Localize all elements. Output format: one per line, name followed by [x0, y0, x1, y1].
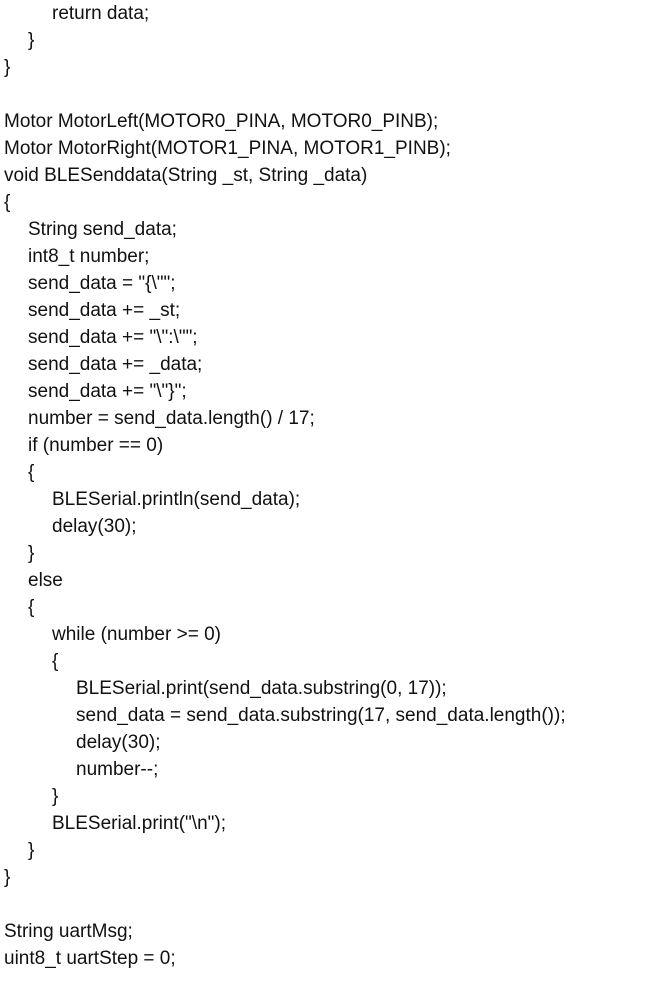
code-line: number = send_data.length() / 17; — [28, 408, 315, 429]
code-listing — [4, 0, 566, 972]
code-line: int8_t number; — [28, 246, 150, 267]
code-line: BLESerial.println(send_data); — [52, 489, 301, 510]
code-line: String send_data; — [28, 219, 177, 240]
code-line: { — [28, 462, 35, 483]
code-line: uint8_t uartStep = 0; — [4, 948, 176, 969]
code-blank-line — [4, 891, 566, 918]
code-line: } — [4, 867, 11, 888]
code-line: } — [52, 786, 59, 807]
code-line: { — [28, 597, 35, 618]
code-line: send_data += _st; — [28, 300, 181, 321]
code-line: while (number >= 0) — [52, 624, 221, 645]
code-line: else — [28, 570, 63, 591]
code-line: Motor MotorRight(MOTOR1_PINA, MOTOR1_PINB); — [4, 138, 451, 159]
code-blank-line — [4, 81, 566, 108]
code-line: } — [28, 30, 35, 51]
code-line: send_data += "\"}"; — [28, 381, 187, 402]
code-line: number--; — [76, 759, 159, 780]
code-line: { — [52, 651, 59, 672]
code-line: } — [28, 840, 35, 861]
code-line: send_data += "\":\""; — [28, 327, 198, 348]
code-line: String uartMsg; — [4, 921, 133, 942]
code-line: return data; — [52, 3, 150, 24]
code-line: send_data += _data; — [28, 354, 203, 375]
code-line: send_data = send_data.substring(17, send_data.length()); — [76, 705, 566, 726]
code-line: delay(30); — [76, 732, 161, 753]
code-line: send_data = "{\""; — [28, 273, 176, 294]
code-line: Motor MotorLeft(MOTOR0_PINA, MOTOR0_PINB); — [4, 111, 439, 132]
code-line: if (number == 0) — [28, 435, 164, 456]
code-line: } — [28, 543, 35, 564]
code-line: delay(30); — [52, 516, 137, 537]
code-line: } — [4, 57, 11, 78]
code-line: void BLESenddata(String _st, String _data) — [4, 165, 368, 186]
code-line: { — [4, 192, 11, 213]
code-line: BLESerial.print(send_data.substring(0, 17)); — [76, 678, 447, 699]
code-line: BLESerial.print("\n"); — [52, 813, 226, 834]
